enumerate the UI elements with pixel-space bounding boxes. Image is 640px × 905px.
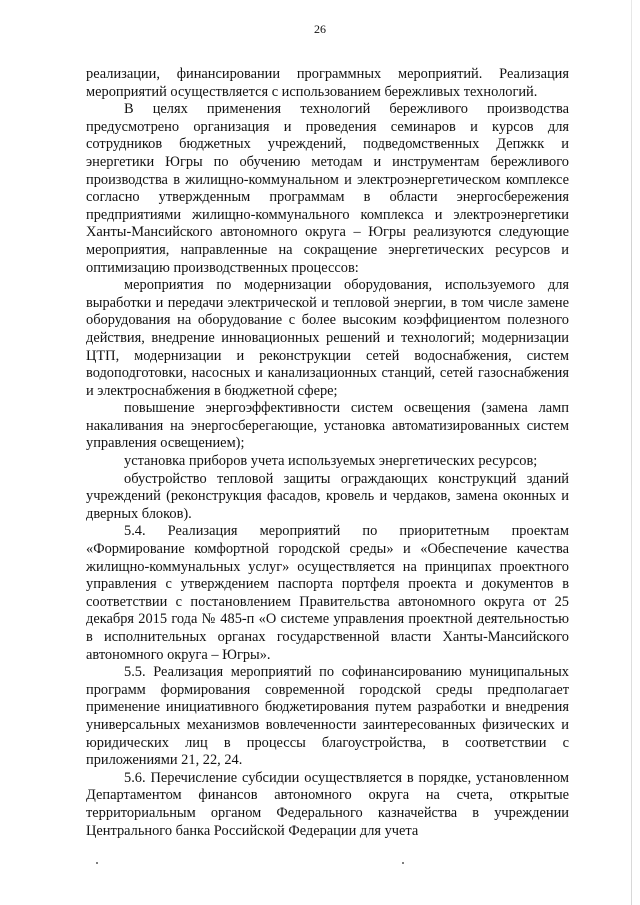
scan-edge-line <box>631 0 632 905</box>
paragraph-continuation: реализации, финансировании программных мероприятий. Реализация мероприятий осуществляется с использованием бережливых технологий. <box>86 66 569 100</box>
paragraph-section-5-4: 5.4. Реализация мероприятий по приоритетным проектам «Формирование комфортной городской среды» и «Обеспечение качества жилищно-коммунальных услуг» осуществляется на принципах проектного управления с утверждением паспорта портфеля проекта и документов в соответствии с постановлением Правительства автономного округа от 25 декабря 2015 года № 485-п «О системе управления проектной деятельностью в исполнительных органах государственной власти Ханты-Мансийского автономного округа – Югры». <box>86 523 569 663</box>
paragraph-lighting-efficiency: повышение энергоэффективности систем освещения (замена ламп накаливания на энергосберегающие, установка автоматизированных систем управления освещением); <box>86 400 569 452</box>
scan-speck <box>402 862 404 864</box>
paragraph-equipment-modernization: мероприятия по модернизации оборудования, используемого для выработки и передачи электрической и тепловой энергии, в том числе замене оборудования на оборудование с более высоким коэффициентом полезного действия, внедрение инновационных решений и технологий; модернизации ЦТП, модернизации и реконструкции сетей водоснабжения, систем водоподготовки, насосных и канализационных станций, сетей газоснабжения и электроснабжения в бюджетной сфере; <box>86 277 569 399</box>
paragraph-section-5-6: 5.6. Перечисление субсидии осуществляется в порядке, установленном Департаментом финансов автономного округа на счета, открытые территориальным органом Федерального казначейства в учреждении Центрального банка Российской Федерации для учета <box>86 769 569 839</box>
paragraph-metering-devices: установка приборов учета используемых энергетических ресурсов; <box>124 453 538 470</box>
scan-speck <box>96 862 98 864</box>
page-number: 26 <box>314 22 326 36</box>
paragraph-thermal-protection: обустройство тепловой защиты ограждающих конструкций зданий учреждений (реконструкция фасадов, кровель и чердаков, замена оконных и дверных блоков). <box>86 470 569 522</box>
paragraph-section-5-5: 5.5. Реализация мероприятий по софинансированию муниципальных программ формирования современной городской среды предполагает применение инициативного бюджетирования путем разработки и внедрения универсальных механизмов вовлеченности заинтересованных физических и юридических лиц в процессы благоустройства, в соответствии с приложениями 21, 22, 24. <box>86 664 569 769</box>
paragraph-lean-production: В целях применения технологий бережливого производства предусмотрено организация и проведения семинаров и курсов для сотрудников бюджетных учреждений, подведомственных Депжкк и энергетики Югры по обучению методам и инструментам бережливого производства в жилищно-коммунальном и электроэнергетическом комплексе согласно утвержденным программам в области энергосбережения предприятиями жилищно-коммунального комплекса и электроэнергетики Ханты-Мансийского автономного округа – Югры реализуются следующие мероприятия, направленные на сокращение энергетических ресурсов и оптимизацию производственных процессов: <box>86 101 569 276</box>
document-body <box>86 66 569 840</box>
